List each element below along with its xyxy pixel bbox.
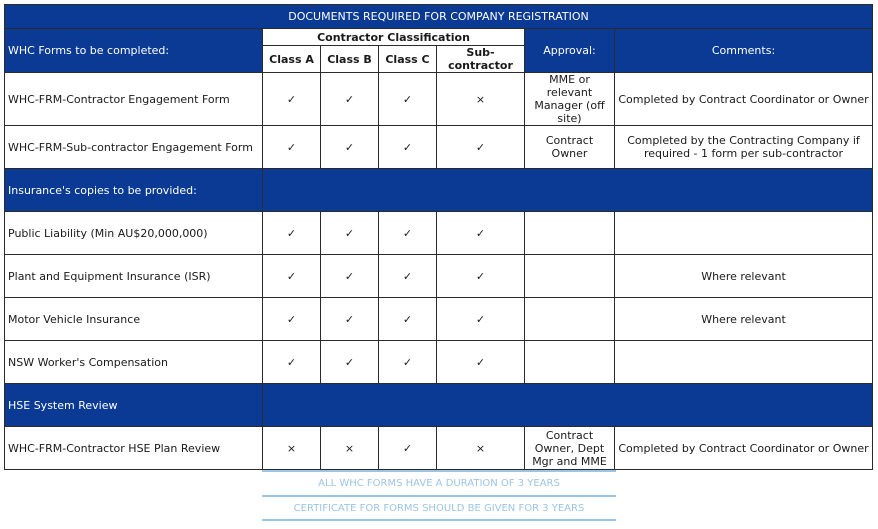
section-insurance-label: Insurance's copies to be provided: (5, 169, 263, 212)
class-a-mark: ✓ (263, 126, 321, 169)
class-c-mark: ✓ (379, 73, 437, 126)
document-requirements-table (4, 4, 873, 470)
comment-cell: Completed by Contract Coordinator or Owner (615, 427, 873, 470)
footer-divider-bottom (262, 519, 616, 521)
class-c-mark: ✓ (379, 255, 437, 298)
footer-divider-middle (262, 495, 616, 497)
table-row (5, 126, 873, 169)
class-c-header: Class C (379, 46, 437, 73)
row-label: WHC-FRM-Contractor HSE Plan Review (5, 427, 263, 470)
row-label: Plant and Equipment Insurance (ISR) (5, 255, 263, 298)
class-b-mark: ✓ (321, 341, 379, 384)
class-b-mark: × (321, 427, 379, 470)
class-b-mark: ✓ (321, 212, 379, 255)
table-row (5, 73, 873, 126)
footer-certificate-note: CERTIFICATE FOR FORMS SHOULD BE GIVEN FOR 3 YEARS (293, 503, 585, 514)
sub-contractor-mark: × (437, 73, 525, 126)
table-row (5, 255, 873, 298)
class-c-mark: ✓ (379, 341, 437, 384)
approval-header: Approval: (525, 29, 615, 73)
sub-contractor-mark: ✓ (437, 212, 525, 255)
row-label: WHC-FRM-Sub-contractor Engagement Form (5, 126, 263, 169)
class-c-mark: ✓ (379, 427, 437, 470)
class-a-mark: ✓ (263, 298, 321, 341)
approval-cell: MME or relevant Manager (off site) (525, 73, 615, 126)
section-hse-band (263, 384, 873, 427)
approval-cell (525, 298, 615, 341)
class-a-header: Class A (263, 46, 321, 73)
class-b-mark: ✓ (321, 255, 379, 298)
table-row (5, 341, 873, 384)
sub-contractor-mark: ✓ (437, 255, 525, 298)
section-insurance-band (263, 169, 873, 212)
approval-cell (525, 255, 615, 298)
row-label: Public Liability (Min AU$20,000,000) (5, 212, 263, 255)
comment-cell: Where relevant (615, 298, 873, 341)
section-row-hse (5, 384, 873, 427)
class-a-mark: ✓ (263, 341, 321, 384)
row-label: Motor Vehicle Insurance (5, 298, 263, 341)
approval-cell (525, 341, 615, 384)
class-a-mark: × (263, 427, 321, 470)
approval-cell (525, 212, 615, 255)
comment-cell: Completed by the Contracting Company if required - 1 form per sub-contractor (615, 126, 873, 169)
table-title: DOCUMENTS REQUIRED FOR COMPANY REGISTRATION (5, 5, 873, 29)
table-row (5, 427, 873, 470)
row-label: NSW Worker's Compensation (5, 341, 263, 384)
class-b-header: Class B (321, 46, 379, 73)
class-a-mark: ✓ (263, 255, 321, 298)
class-c-mark: ✓ (379, 298, 437, 341)
row-label: WHC-FRM-Contractor Engagement Form (5, 73, 263, 126)
footer-divider-top (262, 470, 616, 472)
table-row (5, 298, 873, 341)
class-b-mark: ✓ (321, 298, 379, 341)
comment-cell (615, 212, 873, 255)
sub-contractor-mark: × (437, 427, 525, 470)
class-c-mark: ✓ (379, 212, 437, 255)
class-a-mark: ✓ (263, 73, 321, 126)
approval-cell: Contract Owner (525, 126, 615, 169)
sub-contractor-mark: ✓ (437, 341, 525, 384)
comment-cell: Where relevant (615, 255, 873, 298)
section-row-insurance (5, 169, 873, 212)
sub-contractor-mark: ✓ (437, 298, 525, 341)
class-b-mark: ✓ (321, 73, 379, 126)
sub-contractor-header: Sub-contractor (437, 46, 525, 73)
class-a-mark: ✓ (263, 212, 321, 255)
section-hse-label: HSE System Review (5, 384, 263, 427)
comment-cell (615, 341, 873, 384)
class-b-mark: ✓ (321, 126, 379, 169)
sub-contractor-mark: ✓ (437, 126, 525, 169)
table-row (5, 212, 873, 255)
classification-header: Contractor Classification (263, 29, 525, 46)
whc-forms-header: WHC Forms to be completed: (5, 29, 263, 73)
footer-duration-note: ALL WHC FORMS HAVE A DURATION OF 3 YEARS (318, 478, 560, 489)
comments-header: Comments: (615, 29, 873, 73)
approval-cell: Contract Owner, Dept Mgr and MME (525, 427, 615, 470)
class-c-mark: ✓ (379, 126, 437, 169)
comment-cell: Completed by Contract Coordinator or Owner (615, 73, 873, 126)
